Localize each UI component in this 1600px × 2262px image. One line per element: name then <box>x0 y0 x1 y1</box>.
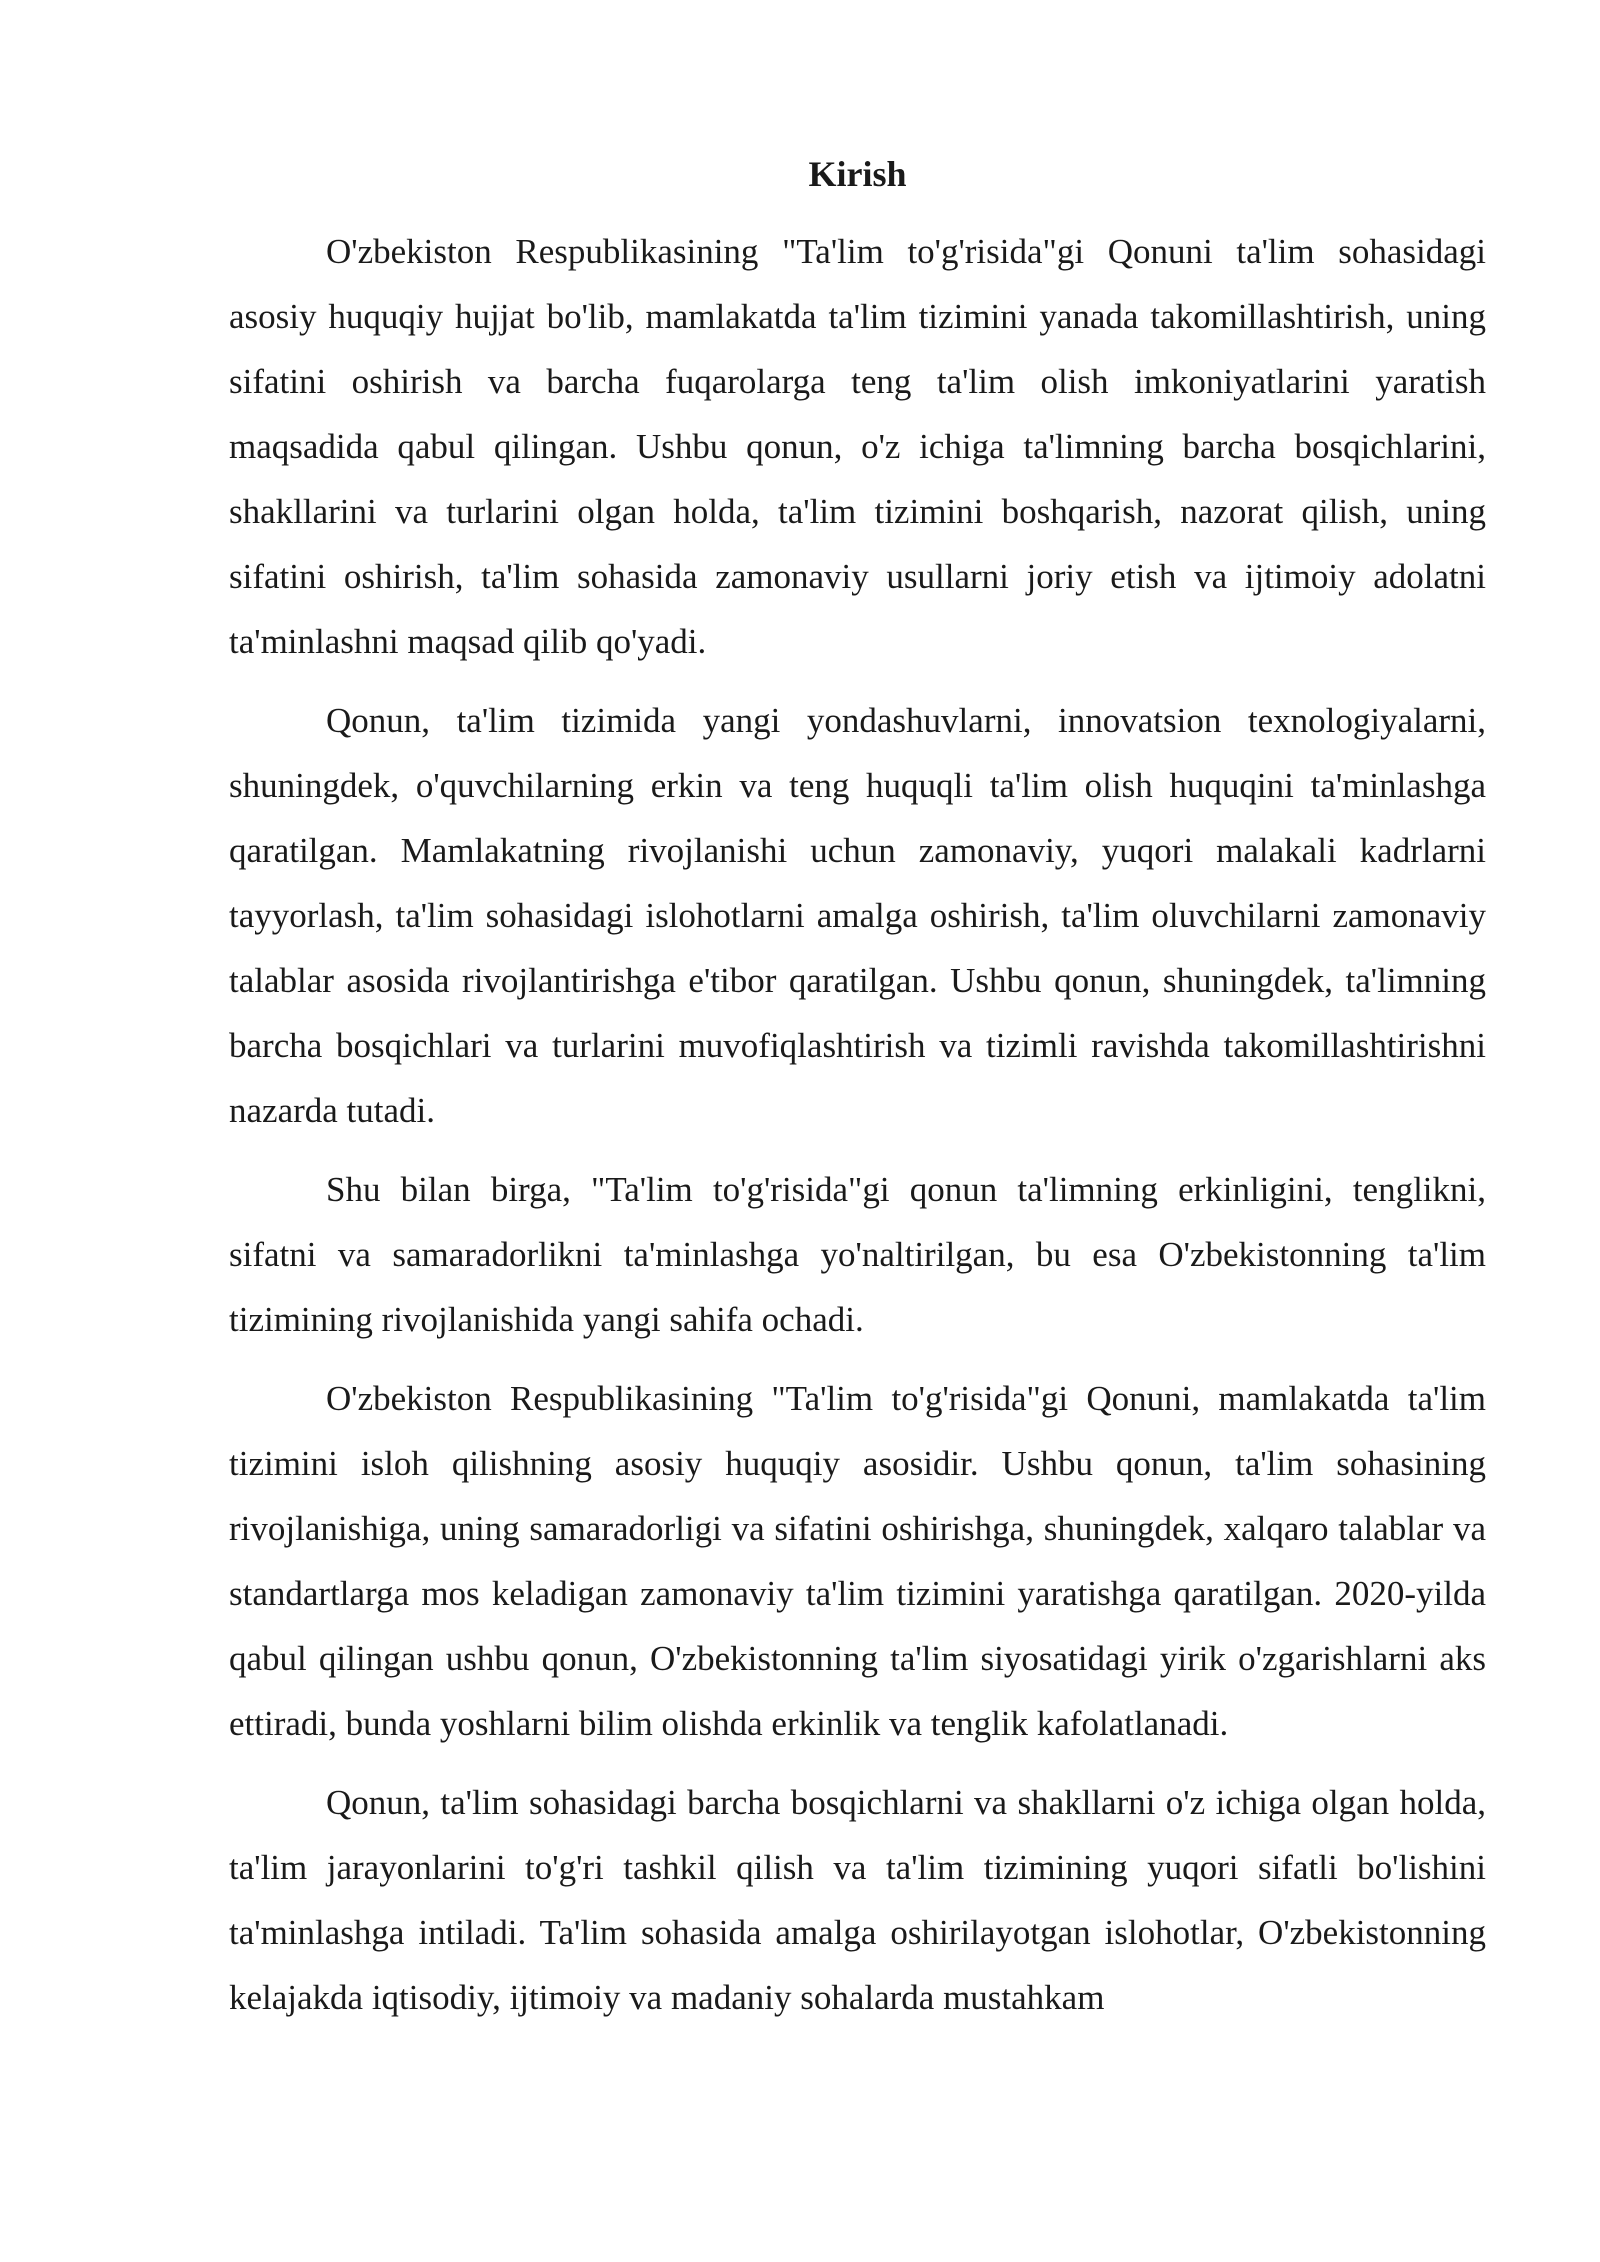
paragraph-3: Shu bilan birga, "Ta'lim to'g'risida"gi qonun ta'limning erkinligini, tenglikni, sifatni va samaradorlikni ta'minlashga yo'naltirilgan, bu esa O'zbekistonning ta'lim tizimining rivojlanishida yangi sahifa ochadi. <box>229 1170 1486 1339</box>
paragraph-4: O'zbekiston Respublikasining "Ta'lim to'g'risida"gi Qonuni, mamlakatda ta'lim tizimini isloh qilishning asosiy huquqiy asosidir. Ushbu qonun, ta'lim sohasining rivojlanishiga, uning samaradorligi va sifatini oshirishga, shuningdek, xalqaro talablar va standartlarga mos keladigan zamonaviy ta'lim tizimini yaratishga qaratilgan. 2020-yilda qabul qilingan ushbu qonun, O'zbekistonning ta'lim siyosatidagi yirik o'zgarishlarni aks ettiradi, bunda yoshlarni bilim olishda erkinlik va tenglik kafolatlanadi. <box>229 1379 1486 1743</box>
document-body <box>229 142 1486 2044</box>
paragraph-1: O'zbekiston Respublikasining "Ta'lim to'g'risida"gi Qonuni ta'lim sohasidagi asosiy huquqiy hujjat bo'lib, mamlakatda ta'lim tizimini yanada takomillashtirish, uning sifatini oshirish va barcha fuqarolarga teng ta'lim olish imkoniyatlarini yaratish maqsadida qabul qilingan. Ushbu qonun, o'z ichiga ta'limning barcha bosqichlarini, shakllarini va turlarini olgan holda, ta'lim tizimini boshqarish, nazorat qilish, uning sifatini oshirish, ta'lim sohasida zamonaviy usullarni joriy etish va ijtimoiy adolatni ta'minlashni maqsad qilib qo'yadi. <box>229 232 1486 661</box>
page-title: Kirish <box>808 154 907 194</box>
paragraph-2: Qonun, ta'lim tizimida yangi yondashuvlarni, innovatsion texnologiyalarni, shuningdek, o'quvchilarning erkin va teng huquqli ta'lim olish huquqini ta'minlashga qaratilgan. Mamlakatning rivojlanishi uchun zamonaviy, yuqori malakali kadrlarni tayyorlash, ta'lim sohasidagi islohotlarni amalga oshirish, ta'lim oluvchilarni zamonaviy talablar asosida rivojlantirishga e'tibor qaratilgan. Ushbu qonun, shuningdek, ta'limning barcha bosqichlari va turlarini muvofiqlashtirish va tizimli ravishda takomillashtirishni nazarda tutadi. <box>229 701 1486 1130</box>
paragraph-5: Qonun, ta'lim sohasidagi barcha bosqichlarni va shakllarni o'z ichiga olgan holda, ta'lim jarayonlarini to'g'ri tashkil qilish va ta'lim tizimining yuqori sifatli bo'lishini ta'minlashga intiladi. Ta'lim sohasida amalga oshirilayotgan islohotlar, O'zbekistonning kelajakda iqtisodiy, ijtimoiy va madaniy sohalarda mustahkam <box>229 1783 1486 2017</box>
